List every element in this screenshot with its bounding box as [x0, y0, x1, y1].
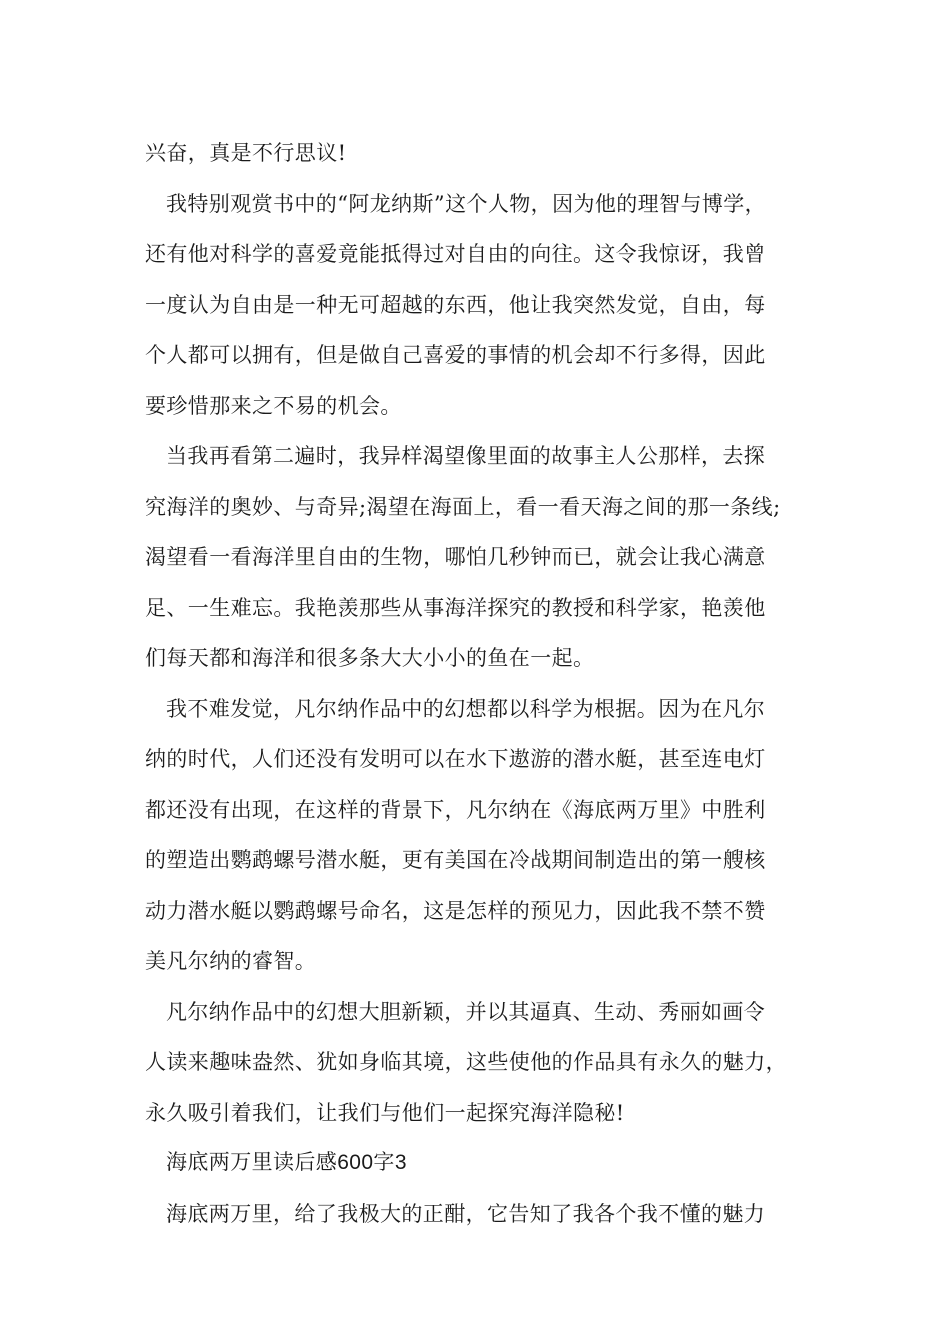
document-body — [145, 128, 810, 1239]
text-line: 动力潜水艇以鹦鹉螺号命名，这是怎样的预见力，因此我不禁不赞 — [145, 898, 766, 923]
text-line: 们每天都和海洋和很多条大大小小的鱼在一起。 — [145, 646, 595, 670]
text-line: 要珍惜那来之不易的机会。 — [145, 393, 402, 418]
text-line: 足、一生难忘。我艳羡那些从事海洋探究的教授和科学家，艳羡他 — [145, 595, 766, 620]
text-line: 纳的时代，人们还没有发明可以在水下遨游的潜水艇，甚至连电灯 — [145, 747, 766, 771]
text-line: 还有他对科学的喜爱竟能抵得过对自由的向往。这令我惊讶，我曾 — [145, 242, 766, 266]
section-heading: 海底两万里读后感600字3 — [166, 1151, 407, 1174]
paragraph-start-line: 当我再看第二遍时，我异样渴望像里面的故事主人公那样，去探 — [166, 444, 766, 468]
text-line: 的塑造出鹦鹉螺号潜水艇，更有美国在冷战期间制造出的第一艘核 — [145, 848, 766, 872]
text-line: 一度认为自由是一种无可超越的东西，他让我突然发觉，自由，每 — [145, 292, 766, 317]
paragraph-start-line: 海底两万里，给了我极大的正酣，它告知了我各个我不懂的魅力 — [166, 1201, 766, 1226]
text-line: 永久吸引着我们，让我们与他们一起探究海洋隐秘! — [145, 1100, 625, 1125]
text-line: 都还没有出现，在这样的背景下，凡尔纳在《海底两万里》中胜利 — [145, 797, 766, 822]
text-line: 渴望看一看海洋里自由的生物，哪怕几秒钟而已，就会让我心满意 — [145, 545, 766, 569]
paragraph-start-line: 我特别观赏书中的“阿龙纳斯”这个人物，因为他的理智与博学， — [166, 191, 767, 216]
text-line: 美凡尔纳的睿智。 — [145, 949, 317, 973]
text-line: 个人都可以拥有，但是做自己喜爱的事情的机会却不行多得，因此 — [145, 343, 766, 367]
text-line: 人读来趣味盎然、犹如身临其境，这些使他的作品具有永久的魅力， — [145, 1050, 787, 1074]
text-line: 究海洋的奥妙、与奇异;渴望在海面上，看一看天海之间的那一条线; — [145, 494, 781, 519]
paragraph-start-line: 凡尔纳作品中的幻想大胆新颖，并以其逼真、生动、秀丽如画令 — [166, 999, 766, 1024]
paragraph-start-line: 我不难发觉，凡尔纳作品中的幻想都以科学为根据。因为在凡尔 — [166, 696, 766, 721]
text-line: 兴奋，真是不行思议! — [145, 141, 347, 165]
